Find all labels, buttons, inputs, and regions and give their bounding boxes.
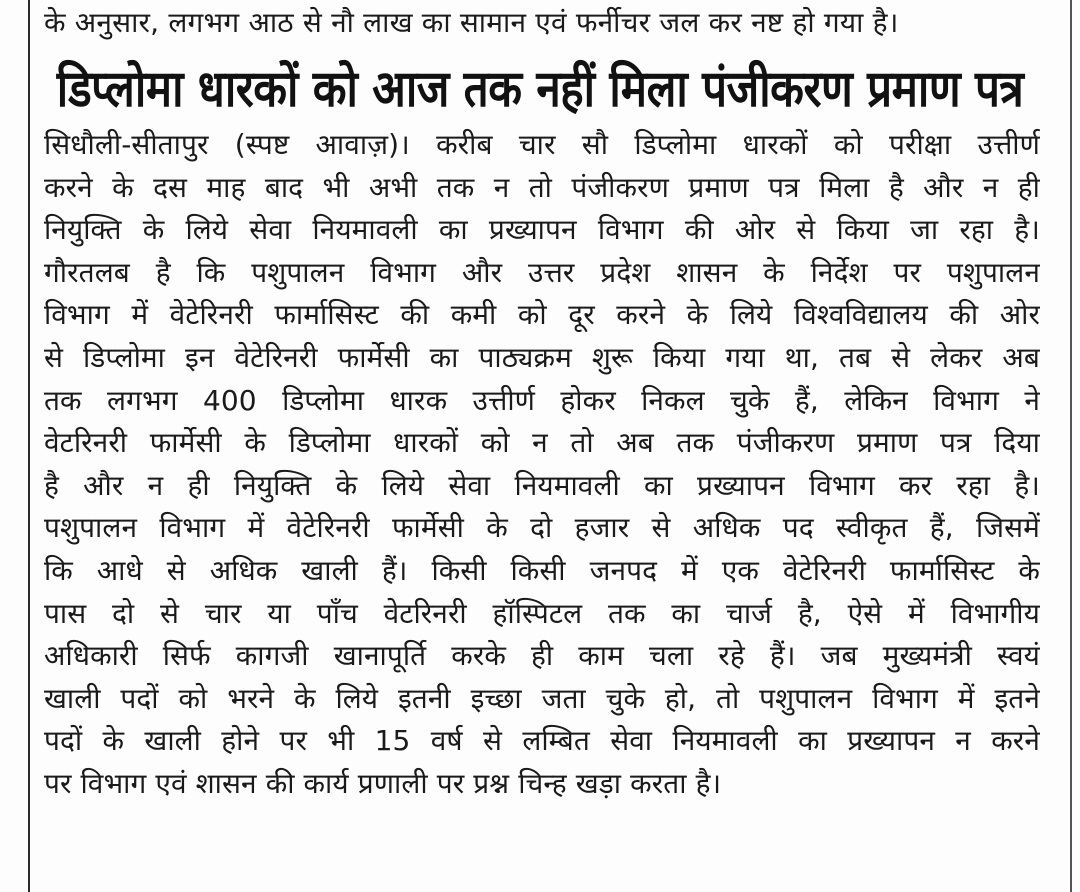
- column-rule-left: [28, 0, 30, 892]
- body-line: करने के दस माह बाद भी अभी तक न तो पंजीकरण प्रमाण पत्र मिला है और न ही: [44, 170, 1040, 204]
- body-line: कि आधे से अधिक खाली हैं। किसी किसी जनपद में एक वेटेरिनरी फार्मासिस्ट के: [44, 553, 1040, 587]
- body-line: पर विभाग एवं शासन की कार्य प्रणाली पर प्रश्न चिन्ह खड़ा करता है।: [44, 766, 722, 800]
- body-line: गौरतलब है कि पशुपालन विभाग और उत्तर प्रदेश शासन के निर्देश पर पशुपालन: [44, 255, 1040, 289]
- body-line: खाली पदों को भरने के लिये इतनी इच्छा जता चुके हो, तो पशुपालन विभाग में इतने: [44, 681, 1040, 715]
- body-line: से डिप्लोमा इन वेटेरिनरी फार्मेसी का पाठ्यक्रम शुरू किया गया था, तब से लेकर अब: [44, 340, 1040, 374]
- body-line: है और न ही नियुक्ति के लिये सेवा नियमावली का प्रख्यापन विभाग कर रहा है।: [44, 468, 1040, 502]
- body-line: पदों के खाली होने पर भी 15 वर्ष से लम्बित सेवा नियमावली का प्रख्यापन न करने: [44, 724, 1040, 758]
- body-line: तक लगभग 400 डिप्लोमा धारक उत्तीर्ण होकर निकल चुके हैं, लेकिन विभाग ने: [44, 383, 1040, 417]
- article-body: [44, 124, 1040, 884]
- body-line: विभाग में वेटेरिनरी फार्मासिस्ट की कमी को दूर करने के लिये विश्वविद्यालय की ओर: [44, 298, 1040, 332]
- body-line: सिधौली-सीतापुर (स्पष्ट आवाज़)। करीब चार सौ डिप्लोमा धारकों को परीक्षा उत्तीर्ण: [44, 128, 1040, 161]
- body-line: पास दो से चार या पाँच वेटरिनरी हॉस्पिटल तक का चार्ज है, ऐसे में विभागीय: [44, 596, 1040, 630]
- previous-article-last-line: के अनुसार, लगभग आठ से नौ लाख का सामान एवं फर्नीचर जल कर नष्ट हो गया है।: [44, 6, 899, 39]
- body-line: वेटरिनरी फार्मेसी के डिप्लोमा धारकों को न तो अब तक पंजीकरण प्रमाण पत्र दिया: [44, 426, 1040, 460]
- body-line: पशुपालन विभाग में वेटेरिनरी फार्मेसी के दो हजार से अधिक पद स्वीकृत हैं, जिसमें: [44, 511, 1040, 545]
- body-line: नियुक्ति के लिये सेवा नियमावली का प्रख्यापन विभाग की ओर से किया जा रहा है।: [44, 213, 1040, 247]
- article-headline: डिप्लोमा धारकों को आज तक नहीं मिला पंजीकरण प्रमाण पत्र: [56, 59, 1024, 119]
- column-rule-right: [1070, 0, 1072, 892]
- body-line: अधिकारी सिर्फ कागजी खानापूर्ति करके ही काम चला रहे हैं। जब मुख्यमंत्री स्वयं: [44, 639, 1040, 673]
